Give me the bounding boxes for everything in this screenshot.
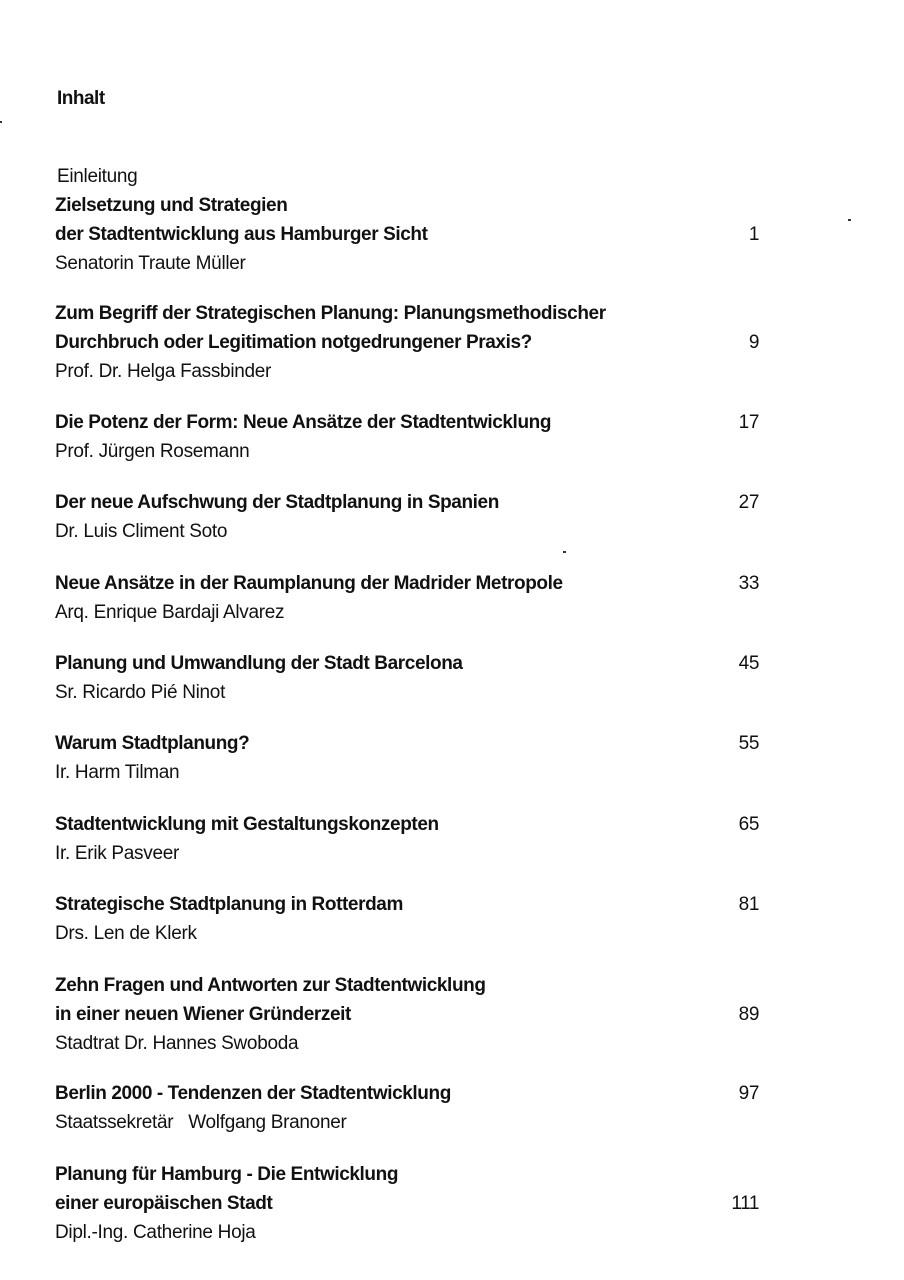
toc-entry-title (0, 1189, 904, 1218)
toc-page-number: 33 (738, 573, 759, 594)
toc-entry-title (0, 328, 904, 357)
toc-entry-author: Ir. Harm Tilman (55, 762, 180, 783)
toc-entry (0, 299, 904, 386)
toc-entry (0, 810, 904, 868)
toc-entry-title (0, 1079, 904, 1108)
toc-entry-author: Dipl.-Ing. Catherine Hoja (55, 1222, 256, 1243)
toc-entry-author: Ir. Erik Pasveer (55, 843, 180, 864)
toc-entry (0, 408, 904, 466)
toc-entry-title (0, 729, 904, 758)
toc-entry-title-text: Die Potenz der Form: Neue Ansätze der Stadtentwicklung (55, 412, 552, 433)
scan-speck (0, 121, 2, 123)
toc-page-number: 27 (738, 492, 759, 513)
toc-entry-author: Drs. Len de Klerk (55, 923, 197, 944)
toc-page-number: 97 (738, 1083, 759, 1104)
toc-entry-title-text: Planung und Umwandlung der Stadt Barcelona (55, 653, 463, 674)
toc-entry-title (0, 890, 904, 919)
toc-entry (0, 1079, 904, 1137)
toc-entry-author: Prof. Dr. Helga Fassbinder (55, 361, 272, 382)
toc-entry-title (0, 408, 904, 437)
toc-page-number: 55 (738, 733, 759, 754)
toc-entry-title-text: Warum Stadtplanung? (55, 733, 250, 754)
toc-entry-author: Stadtrat Dr. Hannes Swoboda (55, 1033, 299, 1054)
toc-entry (0, 488, 904, 546)
toc-page-number: 65 (738, 814, 759, 835)
toc-entry-title (0, 649, 904, 678)
toc-entry-title-text: Zum Begriff der Strategischen Planung: Planungsmethodischer (55, 303, 606, 324)
page-title: Inhalt (57, 88, 105, 109)
toc-entry-title-text: Stadtentwicklung mit Gestaltungskonzepten (55, 814, 439, 835)
scan-speck (848, 219, 851, 221)
toc-page-number: 81 (738, 894, 759, 915)
toc-entry-title-text: einer europäischen Stadt (55, 1193, 273, 1214)
toc-entry (0, 890, 904, 948)
toc-entry-title-text: Durchbruch oder Legitimation notgedrungener Praxis? (55, 332, 532, 353)
toc-page-number: 89 (738, 1004, 759, 1025)
toc-entry-title-text: Neue Ansätze in der Raumplanung der Madrider Metropole (55, 573, 563, 594)
toc-entry (0, 729, 904, 787)
toc-entry-title-text: Zehn Fragen und Antworten zur Stadtentwicklung (55, 975, 486, 996)
toc-entry-author: Senatorin Traute Müller (55, 253, 246, 274)
toc-entry-author: Prof. Jürgen Rosemann (55, 441, 250, 462)
toc-entry-author: Dr. Luis Climent Soto (55, 521, 228, 542)
toc-entry-title (0, 971, 904, 1000)
toc-entry-author: Sr. Ricardo Pié Ninot (55, 682, 226, 703)
toc-entry-title-text: Planung für Hamburg - Die Entwicklung (55, 1164, 399, 1185)
toc-entry-title-text: Der neue Aufschwung der Stadtplanung in Spanien (55, 492, 499, 513)
toc-page-number: 9 (748, 332, 759, 353)
toc-entry-title (0, 488, 904, 517)
toc-entry-title-text: Zielsetzung und Strategien (55, 195, 288, 216)
toc-entry-title-text: Berlin 2000 - Tendenzen der Stadtentwicklung (55, 1083, 451, 1104)
toc-entry-author: Staatssekretär Wolfgang Branoner (55, 1112, 347, 1133)
toc-entry (0, 971, 904, 1058)
toc-page-number: 1 (748, 224, 759, 245)
toc-entry (0, 569, 904, 627)
toc-entry-title (0, 220, 904, 249)
scan-speck (563, 551, 566, 553)
toc-entry-title (0, 810, 904, 839)
toc-entry-title (0, 1000, 904, 1029)
toc-entry-title (0, 299, 904, 328)
toc-entry (0, 1160, 904, 1247)
toc-entry-title-text: in einer neuen Wiener Gründerzeit (55, 1004, 351, 1025)
toc-page-number: 17 (738, 412, 759, 433)
toc-entry-author: Arq. Enrique Bardaji Alvarez (55, 602, 285, 623)
toc-entry (0, 162, 904, 278)
toc-entry-title (0, 1160, 904, 1189)
toc-entry-title (0, 569, 904, 598)
toc-entry-title (0, 191, 904, 220)
toc-entry-title-text: Strategische Stadtplanung in Rotterdam (55, 894, 403, 915)
toc-entry (0, 649, 904, 707)
toc-page-number: 45 (738, 653, 759, 674)
toc-page-number: 111 (731, 1193, 759, 1214)
toc-entry-title-text: der Stadtentwicklung aus Hamburger Sicht (55, 224, 428, 245)
toc-section-label: Einleitung (57, 166, 138, 187)
